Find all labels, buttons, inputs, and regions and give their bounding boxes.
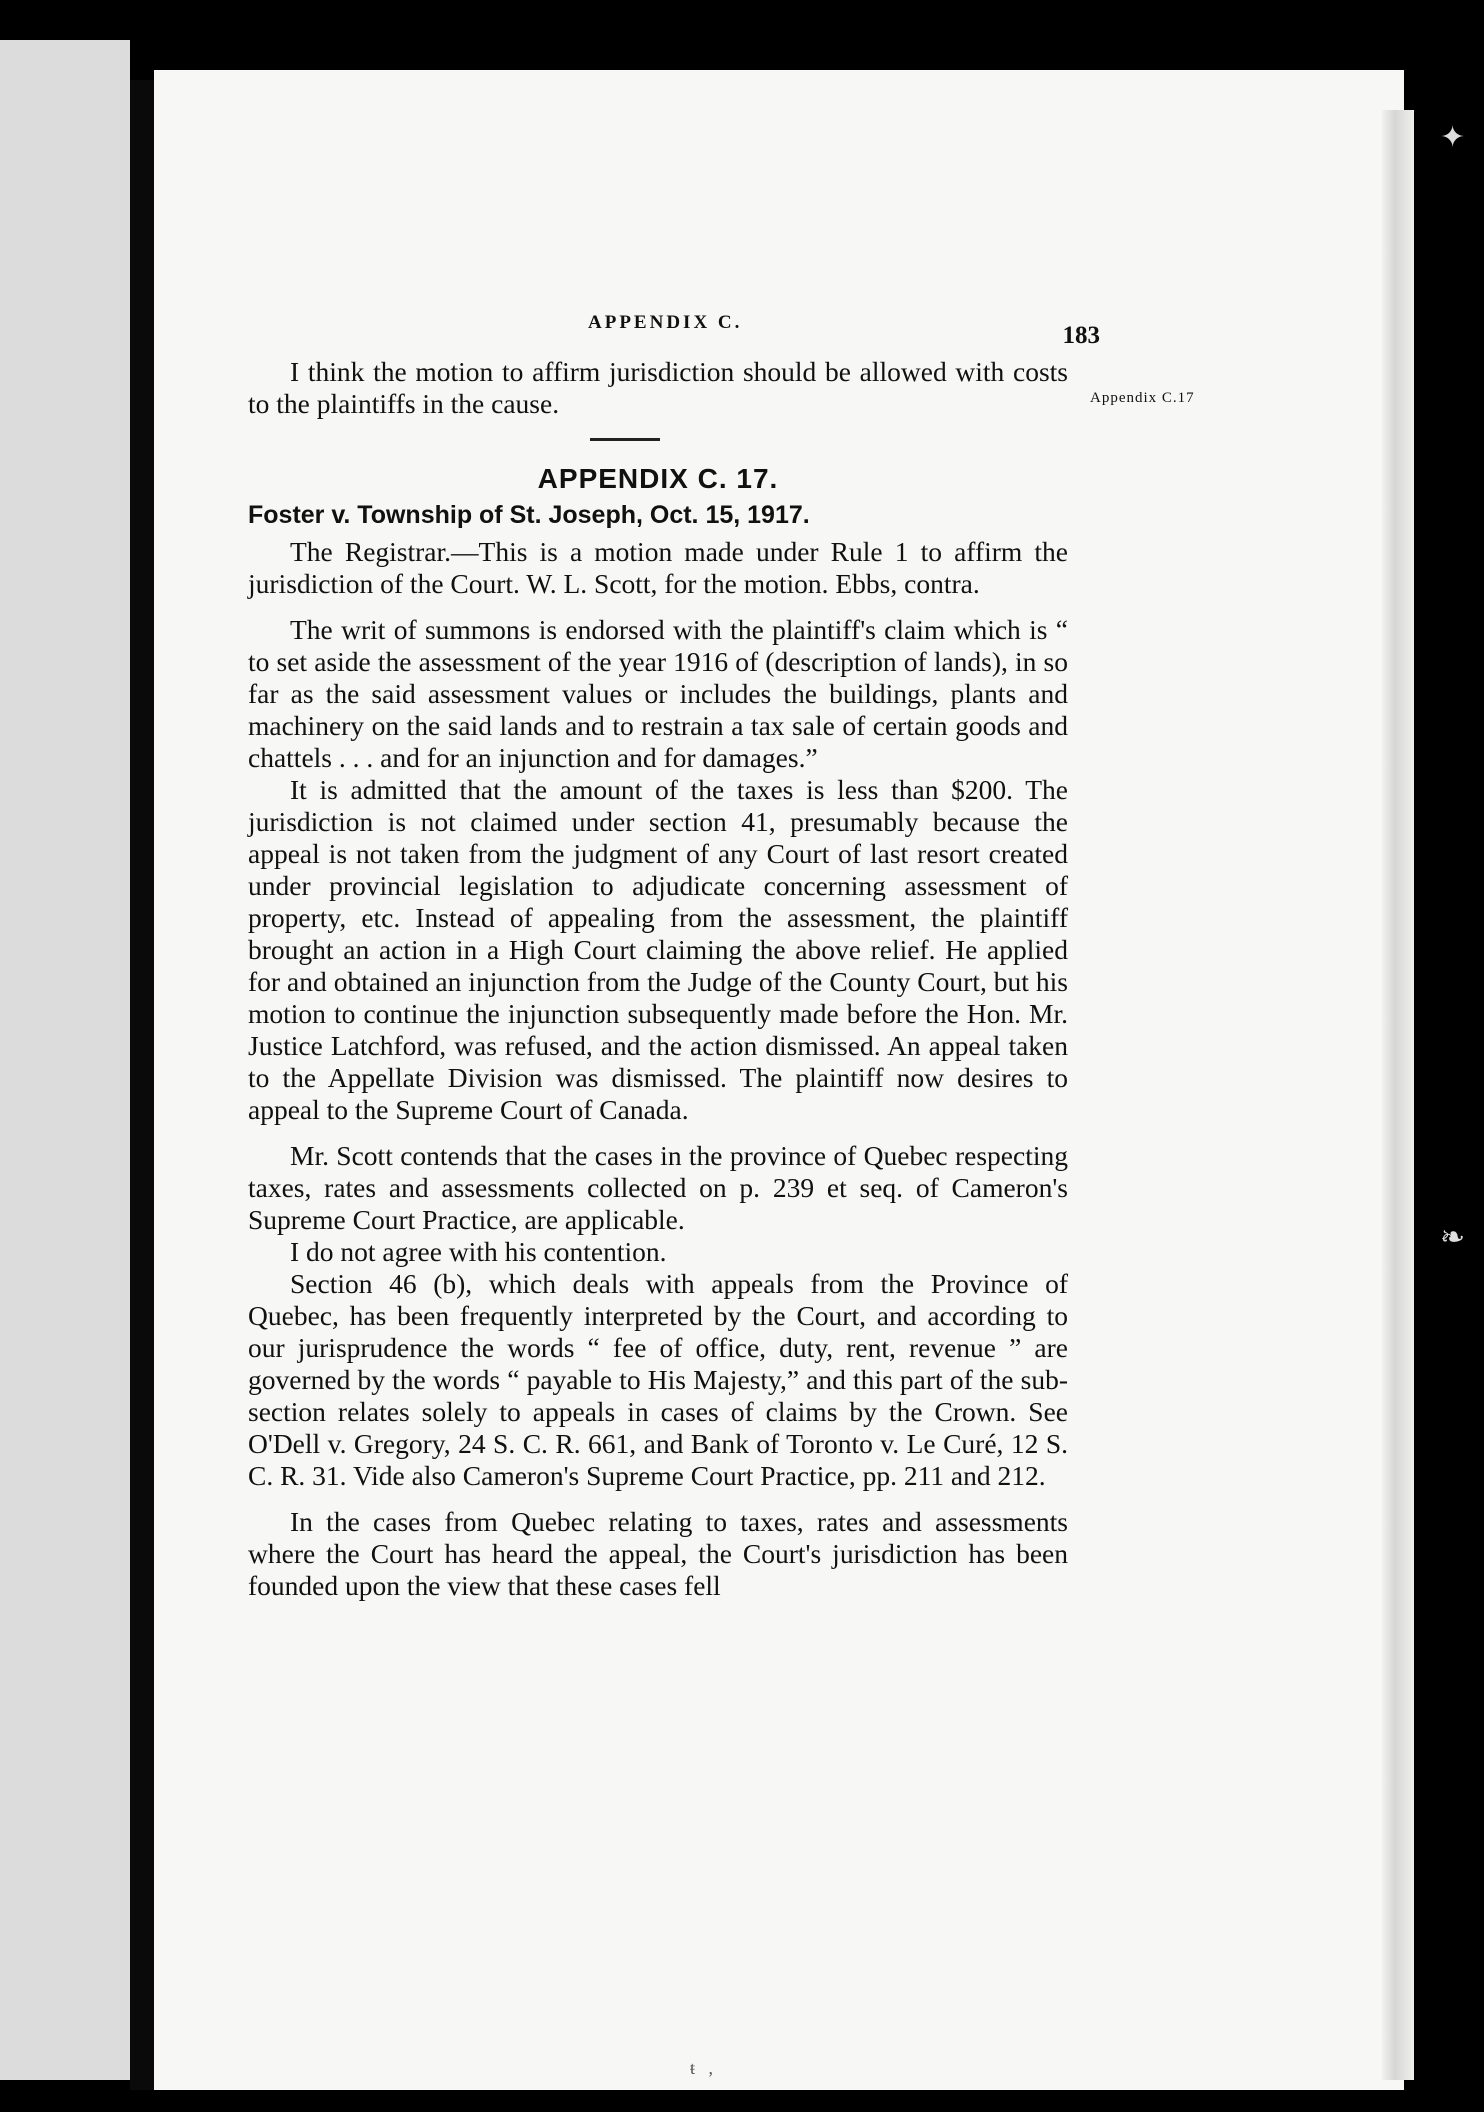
paragraph: I do not agree with his contention. <box>290 1236 667 1267</box>
page-content <box>248 312 1195 1602</box>
page-number: 183 <box>1062 322 1100 349</box>
paragraph: In the cases from Quebec relating to taxes, rates and assessments where the Court has heard the appeal, the Court's jurisdiction has been founded upon the view that these cases fell <box>248 1506 1068 1601</box>
appendix-title: APPENDIX C. 17. <box>537 463 779 494</box>
opening-paragraph: I think the motion to affirm jurisdiction should be allowed with costs to the plaintiffs in the cause. <box>248 356 1068 419</box>
section-divider <box>590 438 660 441</box>
scan-mark: ŧ , <box>690 2058 714 2078</box>
paragraph: Section 46 (b), which deals with appeals from the Province of Quebec, has been frequently interpreted by the Court, and according to our jurisprudence the words “ fee of office, duty, rent, revenue ” are governed by the words “ payable to His Majesty,” and this part of the sub-section relates solely to appeals in cases of claims by the Crown. See O'Dell v. Gregory, 24 S. C. R. 661, and Bank of Toronto v. Le Curé, 12 S. C. R. 31. Vide also Cameron's Supreme Court Practice, pp. 211 and 212. <box>248 1268 1068 1491</box>
left-page-edge <box>0 40 130 2080</box>
case-title: Foster v. Township of St. Joseph, Oct. 15, 1917. <box>248 501 810 529</box>
running-head <box>248 312 1100 356</box>
edge-mark: ✦ <box>1440 121 1466 154</box>
edge-mark: ❧ <box>1440 1221 1466 1254</box>
binding-shadow <box>130 80 154 2090</box>
running-title: APPENDIX C. <box>588 312 743 333</box>
paragraph: The Registrar.—This is a motion made under Rule 1 to affirm the jurisdiction of the Court. W. L. Scott, for the motion. Ebbs, contra. <box>248 536 1068 599</box>
paragraph: Mr. Scott contends that the cases in the province of Quebec respecting taxes, rates and assessments collected on p. 239 et seq. of Cameron's Supreme Court Practice, are applicable. <box>248 1140 1068 1235</box>
page-fold <box>1382 110 1414 2080</box>
paragraph: It is admitted that the amount of the taxes is less than $200. The jurisdiction is not claimed under section 41, presumably because the appeal is not taken from the judgment of any Court of last resort created under provincial legislation to adjudicate concerning assessment of property, etc. Instead of appealing from the assessment, the plaintiff brought an action in a High Court claiming the above relief. He applied for and obtained an injunction from the Judge of the County Court, but his motion to continue the injunction subsequently made before the Hon. Mr. Justice Latchford, was refused, and the action dismissed. An appeal taken to the Appellate Division was dismissed. The plaintiff now desires to appeal to the Supreme Court of Canada. <box>248 774 1068 1125</box>
margin-note: Appendix C.17 <box>1090 390 1195 406</box>
paragraph: The writ of summons is endorsed with the plaintiff's claim which is “ to set aside the assessment of the year 1916 of (description of lands), in so far as the said assessment values or includes the buildings, plants and machinery on the said lands and to restrain a tax sale of certain goods and chattels . . . and for an injunction and for damages.” <box>248 614 1068 773</box>
